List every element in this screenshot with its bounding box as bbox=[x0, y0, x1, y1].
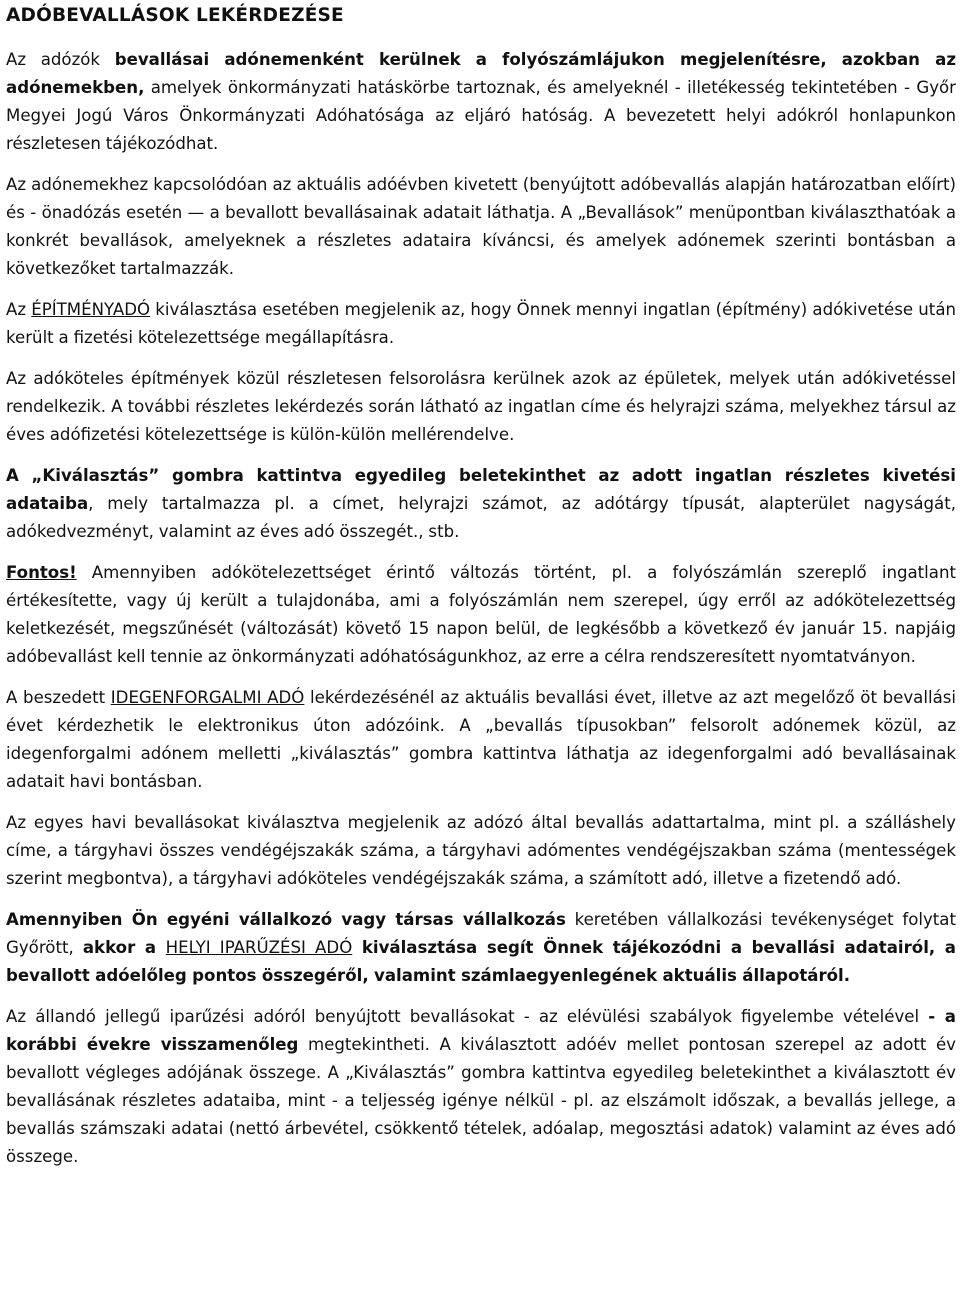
bold-text: akkor a bbox=[82, 938, 166, 957]
paragraph-buildings-list: Az adóköteles építmények közül részletesen felsorolásra kerülnek azok az épületek, melyek után adókivetéssel rendelkezik. A további részletes lekérdezés során látható az ingatlan címe és helyrajzi száma, melyekhez társul az éves adófizetési kötelezettsége is külön-külön mellérendelve. bbox=[6, 369, 956, 444]
building-tax-link[interactable]: ÉPÍTMÉNYADÓ bbox=[31, 300, 151, 319]
text-segment: keretében vállalkozási tevékenységet folytat Győrött, bbox=[6, 910, 956, 957]
bold-text: kiválasztása segít Önnek tájékozódni a bevallási adatairól, a bevallott adóelőleg pontos összegéről, valamint számlaegyenlegének aktuális állapotáról. bbox=[6, 938, 956, 985]
paragraph-business-tax bbox=[6, 906, 956, 990]
text-segment: kiválasztása esetében megjelenik az, hogy Önnek mennyi ingatlan (építmény) adókivetése után került a fizetési kötelezettsége megállapításra. bbox=[6, 300, 957, 347]
bold-text: bevallásai adónemenként kerülnek a folyószámlájukon megjelenítésre, azokban az adónemekben, bbox=[6, 50, 956, 97]
text-segment: lekérdezésénél az aktuális bevallási évet, illetve az azt megelőző öt bevallási évet kérdezhetik le elektronikus úton adózóink. A „bevallás típusokban” felsorolt adónemek közül, az idegenforgalmi adónem melletti „kiválasztás” gombra kattintva láthatja az idegenforgalmi adó bevallásainak adatait havi bontásban. bbox=[6, 688, 956, 791]
paragraph-tourist-tax bbox=[6, 684, 956, 796]
text-segment: Amennyiben adókötelezettséget érintő változás történt, pl. a folyószámlán szereplő ingatlant értékesítette, vagy új került a tulajdonába, ami a folyószámlán nem szerepel, úgy erről az adókötelezettség keletkezését, megszűnését (változását) követő 15 napon belül, de legkésőbb a következő év január 15. napjáig adóbevallást kell tennie az önkormányzati adóhatóságunkhoz, az erre a célra rendszeresített nyomtatványon. bbox=[6, 563, 956, 666]
paragraph-business-tax-history bbox=[6, 1003, 956, 1171]
text-segment: Az állandó jellegű iparűzési adóról benyújtott bevallásokat - az elévülési szabályok figyelembe vételével bbox=[6, 1007, 929, 1026]
text-segment: A beszedett bbox=[6, 688, 111, 707]
paragraph-monthly-returns: Az egyes havi bevallásokat kiválasztva megjelenik az adózó által bevallás adattartalma, mint pl. a szálláshely címe, a tárgyhavi összes vendégéjszakák száma, a tárgyhavi adómentes vendégéjszakban száma (mentességek szerint megbontva), a tárgyhavi adóköteles vendégéjszakák száma, a számított adó, illetve a fizetendő adó. bbox=[6, 813, 956, 888]
text-segment: Az adózók bbox=[6, 50, 115, 69]
tourist-tax-link[interactable]: IDEGENFORGALMI ADÓ bbox=[110, 688, 305, 707]
paragraph-building-tax bbox=[6, 296, 956, 352]
text-segment: Az bbox=[6, 300, 32, 319]
text-segment: megtekintheti. A kiválasztott adóév mellet pontosan szerepel az adott év bevallott végleges adójának összege. A „Kiválasztás” gombra kattintva egyedileg beletekinthet a kiválasztott év bevallásának részletes adataiba, mint - a teljesség igénye nélkül - pl. az elszámolt időszak, a bevallás jellege, a bevallás számszaki adatai (nettó árbevétel, csökkentő tételek, adóalap, megosztási adatok) valamint az éves adó összege. bbox=[6, 1035, 957, 1166]
text-segment: , mely tartalmazza pl. a címet, helyrajzi számot, az adótárgy típusát, alapterület nagyságát, adókedvezményt, valamint az éves adó összegét., stb. bbox=[6, 494, 956, 541]
bold-text: A „Kiválasztás” gombra kattintva egyedileg beletekinthet az adott ingatlan részletes kivetési adataiba bbox=[6, 466, 956, 513]
business-tax-link[interactable]: HELYI IPARŰZÉSI ADÓ bbox=[165, 938, 353, 957]
bold-text: Amennyiben Ön egyéni vállalkozó vagy társas vállalkozás bbox=[6, 910, 566, 929]
text-segment: amelyek önkormányzati hatáskörbe tartoznak, és amelyeknél - illetékesség tekintetében - Győr Megyei Jogú Város Önkormányzati Adóhatósága az eljáró hatóság. A bevezetett helyi adókról honlapunkon részletesen tájékozódhat. bbox=[6, 78, 956, 153]
paragraph-tax-types: Az adónemekhez kapcsolódóan az aktuális adóévben kivetett (benyújtott adóbevallás alapján határozatban előírt) és - önadózás esetén — a bevallott bevallásainak adatait láthatja. A „Bevallások” menüpontban kiválaszthatóak a konkrét bevallások, amelyeknek a részletes adataira kíváncsi, és amelyek adónemek szerinti bontásban a következőket tartalmazzák. bbox=[6, 175, 956, 278]
paragraph-selection bbox=[6, 462, 956, 546]
bold-text: - a korábbi évekre visszamenőleg bbox=[6, 1007, 956, 1054]
paragraph-important bbox=[6, 559, 956, 671]
paragraph-intro bbox=[6, 46, 956, 158]
page-title: ADÓBEVALLÁSOK LEKÉRDEZÉSE bbox=[6, 5, 344, 26]
important-label: Fontos! bbox=[6, 563, 77, 582]
